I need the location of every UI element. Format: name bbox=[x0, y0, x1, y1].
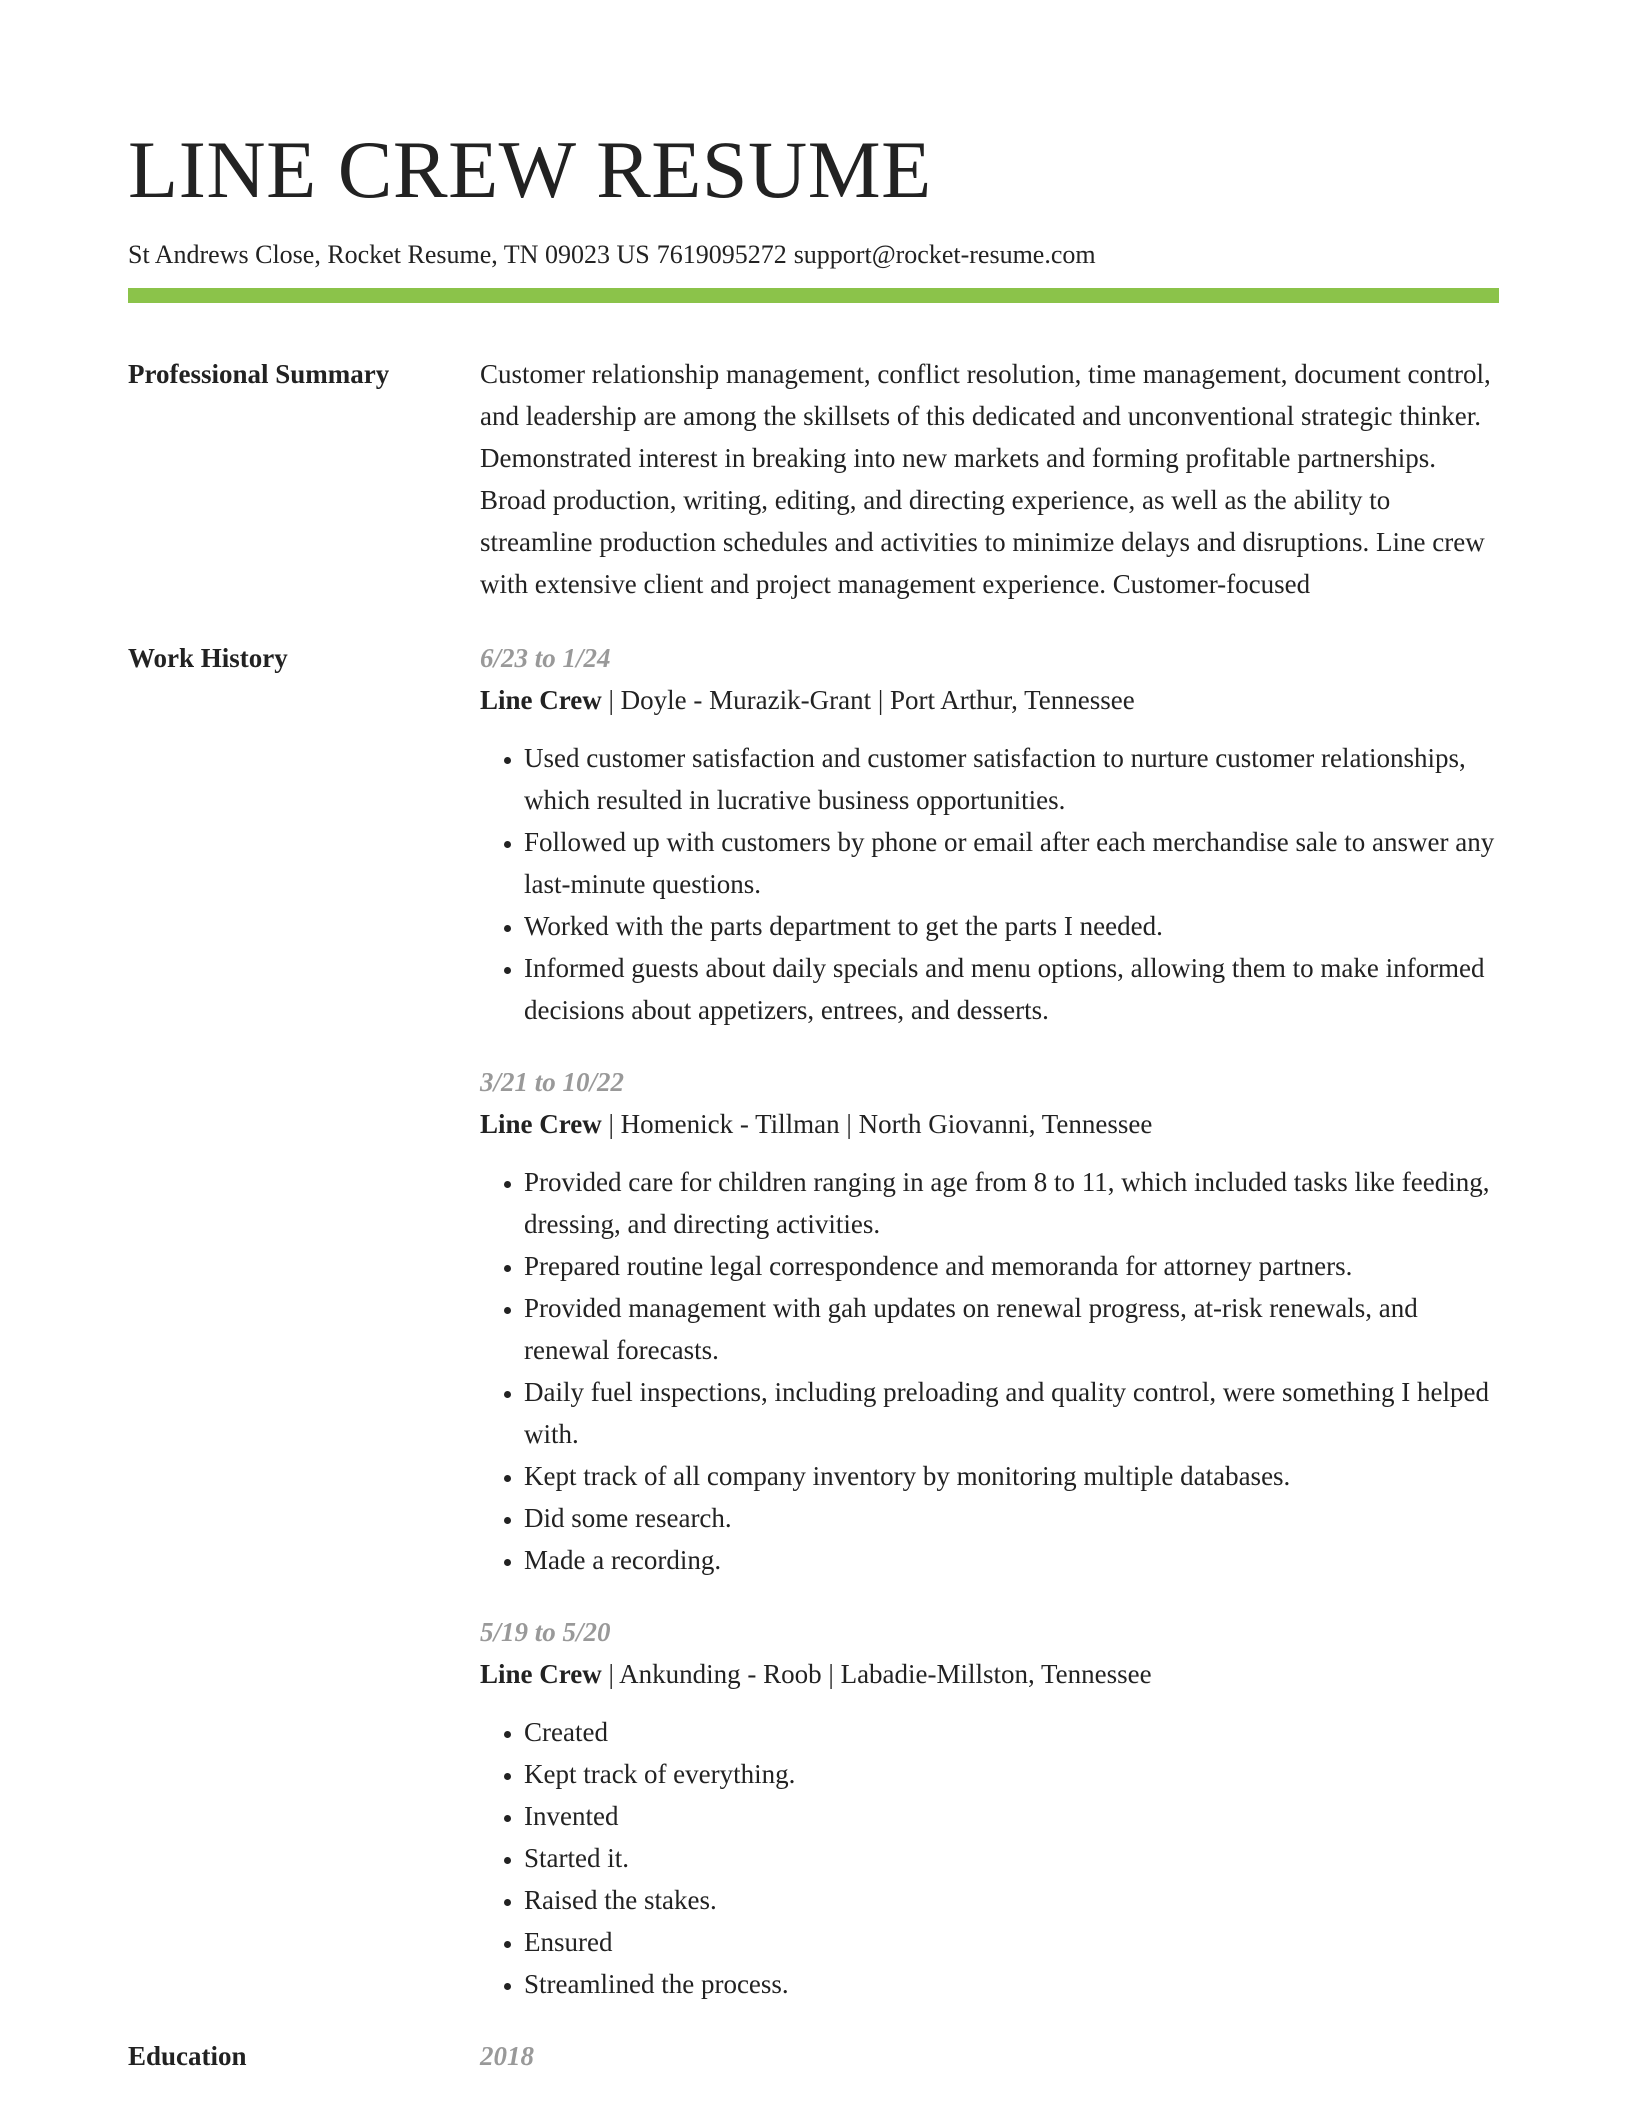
work-history-section bbox=[128, 637, 1499, 2005]
list-item: • Streamlined the process. bbox=[524, 1963, 1499, 2005]
job-bullets bbox=[480, 1161, 1499, 1581]
job-details: | Doyle - Murazik-Grant | Port Arthur, Tennessee bbox=[601, 685, 1135, 715]
job-title-line bbox=[480, 1653, 1499, 1695]
job-bullets bbox=[480, 737, 1499, 1031]
job-dates: 5/19 to 5/20 bbox=[480, 1617, 611, 1647]
job-entry bbox=[480, 637, 1499, 1031]
list-item: • Provided care for children ranging in age from 8 to 11, which included tasks like feeding, dressing, and directing activities. bbox=[524, 1161, 1499, 1245]
list-item: • Ensured bbox=[524, 1921, 1499, 1963]
job-role: Line Crew bbox=[480, 685, 602, 715]
job-entry bbox=[480, 1611, 1499, 2005]
section-heading: Professional Summary bbox=[128, 359, 390, 389]
list-item: • Prepared routine legal correspondence and memoranda for attorney partners. bbox=[524, 1245, 1499, 1287]
contact-phone: 7619095272 bbox=[656, 240, 787, 269]
contact-line bbox=[128, 238, 1499, 272]
job-title-line bbox=[480, 679, 1499, 721]
list-item: • Made a recording. bbox=[524, 1539, 1499, 1581]
job-dates: 6/23 to 1/24 bbox=[480, 643, 611, 673]
list-item: • Did some research. bbox=[524, 1497, 1499, 1539]
contact-email: support@rocket-resume.com bbox=[793, 240, 1096, 269]
job-bullets bbox=[480, 1711, 1499, 2005]
job-role: Line Crew bbox=[480, 1109, 602, 1139]
job-details: | Ankunding - Roob | Labadie-Millston, Tennessee bbox=[601, 1659, 1152, 1689]
contact-address: St Andrews Close, Rocket Resume, TN 09023 US bbox=[128, 240, 650, 269]
list-item: • Invented bbox=[524, 1795, 1499, 1837]
job-entry bbox=[480, 1061, 1499, 1581]
list-item: • Kept track of all company inventory by monitoring multiple databases. bbox=[524, 1455, 1499, 1497]
resume-title: LINE CREW RESUME bbox=[128, 124, 932, 215]
list-item: • Worked with the parts department to get the parts I needed. bbox=[524, 905, 1499, 947]
job-role: Line Crew bbox=[480, 1659, 602, 1689]
work-history-list bbox=[480, 637, 1499, 2005]
education-dates: 2018 bbox=[480, 2041, 534, 2071]
job-details: | Homenick - Tillman | North Giovanni, Tennessee bbox=[601, 1109, 1153, 1139]
list-item: • Followed up with customers by phone or email after each merchandise sale to answer any last-minute questions. bbox=[524, 821, 1499, 905]
job-title-line bbox=[480, 1103, 1499, 1145]
list-item: • Used customer satisfaction and customer satisfaction to nurture customer relationships, which resulted in lucrative business opportunities. bbox=[524, 737, 1499, 821]
education-list bbox=[480, 2035, 1499, 2077]
list-item: • Kept track of everything. bbox=[524, 1753, 1499, 1795]
list-item: • Provided management with gah updates on renewal progress, at-risk renewals, and renewal forecasts. bbox=[524, 1287, 1499, 1371]
header-divider bbox=[128, 288, 1499, 303]
professional-summary-section bbox=[128, 353, 1499, 605]
list-item: • Started it. bbox=[524, 1837, 1499, 1879]
summary-text: Customer relationship management, conflict resolution, time management, document control, and leadership are among the skillsets of this dedicated and unconventional strategic thinker. Demonstrated interest in breaking into new markets and forming profitable partnerships. Broad production, writing, editing, and directing experience, as well as the ability to streamline production schedules and activities to minimize delays and disruptions. Line crew with extensive client and project management experience. Customer-focused bbox=[480, 359, 1491, 599]
list-item: • Informed guests about daily specials and menu options, allowing them to make informed decisions about appetizers, entrees, and desserts. bbox=[524, 947, 1499, 1031]
section-heading: Work History bbox=[128, 643, 288, 673]
list-item: • Daily fuel inspections, including preloading and quality control, were something I helped with. bbox=[524, 1371, 1499, 1455]
education-section bbox=[128, 2035, 1499, 2077]
job-dates: 3/21 to 10/22 bbox=[480, 1067, 625, 1097]
list-item: • Created bbox=[524, 1711, 1499, 1753]
list-item: • Raised the stakes. bbox=[524, 1879, 1499, 1921]
section-heading: Education bbox=[128, 2041, 247, 2071]
